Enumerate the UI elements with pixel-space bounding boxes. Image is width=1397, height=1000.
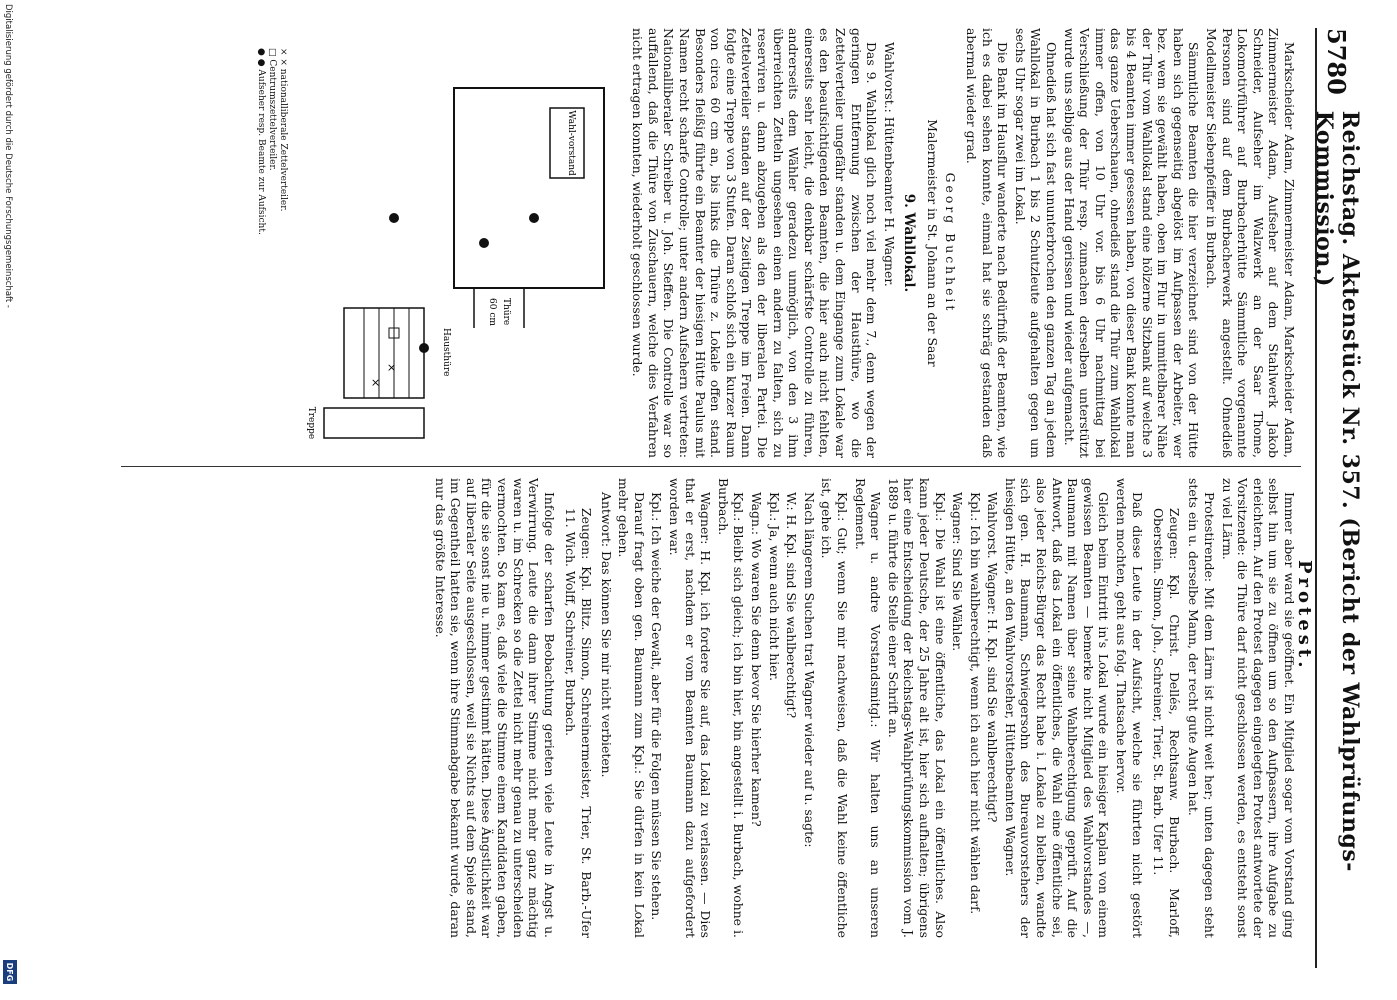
dialogue-line: Darauf fragt oben gen. Baumann zum Kpl.: Sie dürfen in kein Lokal mehr gehen.: [616, 478, 647, 938]
left-paragraph: Das 9. Wahllokal glich noch viel mehr dem 7., denn wegen der geringen Entfernung zwischen der Hausthüre, wo die Zettelverteiler ungefähr standen u. dem Eingange zum Lokale war es den beaufsichtigenden Beamten, die hier auch nicht fehlten, einerseits sehr leicht, die denkbar schärfste Controlle zu führen, andrerseits dem Wähler geradezu unmöglich, von den 3 ihm überreichten Zetteln ungesehen einen andern zu falten, sich zu reserviren u. dann abzugeben als den der liberalen Partei. Die Zettelverteiler standen auf der 2seitigen Treppe im Freien. Dann folgte eine Treppe von 3 Stufen. Daran schloß sich ein kurzer Raum von circa 60 cm an, bis links die Thüre z. Lokale offen stand. Besonders fleißig führte ein Beamter der hiesigen Hütte Paulus mit Namen recht scharfe Controlle; unter andern Aufsehern vertreten: Nationalliberaler Schreiber u. Joh. Steffen. Die Controlle war so auffallend, daß die Thüre von Zuschauern, welche dies Verfahren nicht ertragen konnten, wiederholt geschlossen wurde.: [630, 28, 880, 458]
observer-dot: [529, 213, 539, 223]
signature: Georg Buchheit: [942, 172, 958, 314]
left-paragraph: Markscheider Adam, Zimmermeister Adam, Markscheider Adam, Zimmermeister Adam, Aufseher auf dem Stahlwerk Jakob Schneider, Aufseher im Walzwerk an der Saar Thome, Lokomotivführer auf Burbacherhütte Sämmtliche vorgenannte Personen sind auf dem Burbacherwerk angestellt. Ohnedieß Modellmeister Siebenpfeiffer in Burbach.: [1204, 28, 1297, 458]
page-title: Reichstag. Aktenstück Nr. 357. (Bericht der Wahlprüfungs-Kommission.): [1311, 110, 1363, 872]
legend-item: □ Centrumszettelverteiler.: [266, 48, 277, 171]
dfg-logo: DFG: [3, 960, 17, 984]
dialogue-line: Nach längerem Suchen trat Wagner wieder auf u. sagte:: [801, 492, 817, 848]
distance-label: 60 cm: [486, 298, 497, 326]
dialogue-line: Wagner: Sind Sie Wähler.: [950, 492, 966, 652]
witness-list: Zeugen: Kpl. Blitz. Simon, Schreinermeister, Trier, St. Barb.-Ufer 11. Wich. Wolff, Schreiner, Burbach.: [563, 508, 595, 938]
dialogue-line: Wagn.: Wo waren Sie denn bevor Sie hierher kamen?: [749, 492, 764, 827]
observer-dot: [479, 238, 489, 248]
liberal-marker: ×: [368, 378, 382, 388]
left-paragraph: Sämmtliche Beamten die hier verzeichnet sind von der Hütte haben sich gegenseitig abgelöst im Aufpassen der Arbeiter, wer bez. wem sie gewählt haben, oben im Flur in unmittelbarer Nähe der Thür vom Wahllokal stand eine hölzerne Sitzbank auf welche 3 bis 4 Beamten immer gesessen haben, von dieser Bank konnte man das ganze Ueberschauen, ohnedieß stand die Thür zum Wahllokal immer offen, von 10 Uhr vor. bis 6 Uhr nachmittag bei Verschließung der Thür resp. zumachen derselben unterstützt wurde uns selbige aus der Hand gerissen und wieder aufgemacht.: [1061, 28, 1202, 458]
stair-landing: [344, 308, 424, 398]
dialogue-line: Wahlvorst. Wagner: H. Kpl. sind Sie wahlberechtigt?: [985, 492, 1001, 823]
section-heading: 9. Wahllokal.: [901, 193, 918, 293]
footer-credit: Digitalisierung gefördert durch die Deutsche Forschungsgemeinschaft -: [3, 4, 13, 308]
right-paragraph: Daß diese Leute in der Aufsicht, welche sie führten nicht gestört werden mochten, geht aus folg. Thatsache hervor.: [1114, 478, 1145, 938]
observer-dot: [389, 213, 399, 223]
page-header: [1311, 28, 1363, 968]
column-divider: [121, 466, 1301, 467]
house-door-label: Hausthüre: [440, 328, 451, 377]
wahlvorstand-label: Wahl-vorstand: [565, 110, 576, 176]
dialogue-line: Kpl.: Die Wahl ist eine öffentliche, das Lokal ein öffentliches. Also kann jeder Deutsche, der 25 Jahre alt ist, hier sich aufhalten; übrigens hier eine Entscheidung der Reichstags-Wahlprüfungskommission vom J. 1889 u. führte die Stelle einer Schrift an.: [885, 478, 948, 938]
legend-item: × × nationalliberale Zettelverteiler.: [277, 48, 288, 212]
right-paragraph: Gleich beim Eintritt in's Lokal wurde ein hiesiger Kaplan von einem gewissen Beamten — bemerke nicht Mitglied des Wahlvorstandes —, Baumann mit Namen über seine Wahlberechtigung geprüft. Auf die Antwort, daß das Lokal ein öffentliches, die Wahl eine öffentliche sei, also jeder Reichs-Bürger das Recht habe i. Lokale zu bleiben, wandte sich gen. H. Baumann, Schwiegersohn des Bureauvorstehers der hiesigen Hütte, an den Wahlvorsteher, Hüttenbeamten Wagner.: [1002, 478, 1112, 938]
left-column: [255, 28, 1297, 458]
dialogue-line: Kpl.: Bleibt sich gleich; ich bin hier, bin angestellt i. Burbach, wohne i. Burbach.: [715, 478, 747, 938]
floor-plan-diagram: [294, 28, 624, 458]
dialogue-line: Antwort: Das können Sie mir nicht verbieten.: [598, 492, 614, 778]
right-column: [430, 478, 1297, 938]
section-label: Protest.: [1294, 560, 1315, 672]
left-paragraph: Wahlvorst.: Hüttenbeamter H. Wagner.: [881, 42, 897, 287]
right-paragraph: Immer aber ward sie geöffnet. Ein Mitglied sogar vom Vorstand ging selbst hin um sie zu öffnen um so den Aufpassern, ihre Aufgabe zu erleichtern. Auf den Protest dagegen eingelegten Protest antwortete der Vorsitzende: die Thüre darf nicht geschlossen werden, es entsteht sonst zu viel Lärm.: [1219, 478, 1297, 938]
treppe-box: [324, 408, 424, 438]
dialogue-line: Kpl.: Ich bin wahlberechtigt, wenn ich auch hier nicht wählen darf.: [967, 492, 983, 915]
door-label: Thüre: [500, 298, 511, 326]
treppe-label: Treppe: [305, 406, 316, 440]
witness-list: Zeugen: Kpl. Christ. Dellés, Rechtsanw. Burbach. Marloff, Oberstein. Simon, Joh., Schreiner, Trier, St. Barb. Ufer 11.: [1151, 508, 1182, 938]
dialogue-line: Wagner: H. Kpl. ich fordere Sie auf, das Lokal zu verlassen. — Dies that er erst, nachdem er vom Beamten Baumann dazu aufgefordert worden war.: [667, 478, 714, 938]
dialogue-line: Kpl.: Ich weiche der Gewalt, aber für die Folgen müssen Sie stehen.: [649, 492, 665, 921]
right-paragraph: Infolge der scharfen Beobachtung gerieten viele Leute in Angst u. Verwirrung. Leute die dann ihrer Stimme nicht mehr ganz mächtig waren u. im Schrecken so die Zettel nicht mehr genau zu unterscheiden vermochten. So kam es, daß viele die Stimme einem Kandidaten gaben, für die sie sonst nie u. nimmer gestimmt hätten. Diese Ängstlichkeit war auf liberaler Seite ausgeschlossen, weil sie Nichts auf dem Spiele stand, im Gegentheil hatten sie, wenn ihre Stimmabgabe bekannt wurde, daran nur das größte Interesse.: [432, 478, 557, 938]
dialogue-line: Kpl.: Ja, wenn auch nicht hier.: [766, 492, 782, 682]
room-outline: [454, 88, 604, 288]
diagram-legend: [255, 48, 288, 458]
dialogue-line: Wagner u. andre Vorstandsmitgl.: Wir halten uns an unseren Reglement.: [852, 478, 884, 938]
liberal-marker: ×: [384, 363, 398, 373]
right-paragraph: Protestirende: Mit dem Lärm ist nicht weit her; unten dagegen steht stets ein u. derselbe Mann, der recht gute Augen hat.: [1186, 478, 1218, 938]
left-paragraph: Die Bank im Hausflur wanderte nach Bedürfniß der Beamten, wie ich es dabei sehen konnte, einmal hat sie schräg gestanden daß abermal wieder grad.: [964, 28, 1011, 458]
page-number: 5780: [1322, 28, 1352, 95]
signature-subtitle: Malermeister in St. Johann an der Saar: [924, 119, 940, 367]
dialogue-line: W.: H. Kpl. sind Sie wahlberechtigt?: [784, 492, 800, 719]
dialogue-line: Kpl.: Gut; wenn Sie mir nachweisen, daß die Wahl keine öffentliche ist, gehe ich.: [819, 478, 850, 938]
floor-plan-svg: [294, 28, 624, 458]
left-paragraph: Ohnedieß hat sich fast ununterbrochen den ganzen Tag an jedem Wahllokal in Burbach 1 bis 2 Schutzleute aufgehalten gegen um sechs Uhr sogar zwei im Lokal.: [1012, 28, 1060, 458]
legend-item: ● ● Aufseher resp. Beamte zur Aufsicht.: [255, 48, 266, 235]
